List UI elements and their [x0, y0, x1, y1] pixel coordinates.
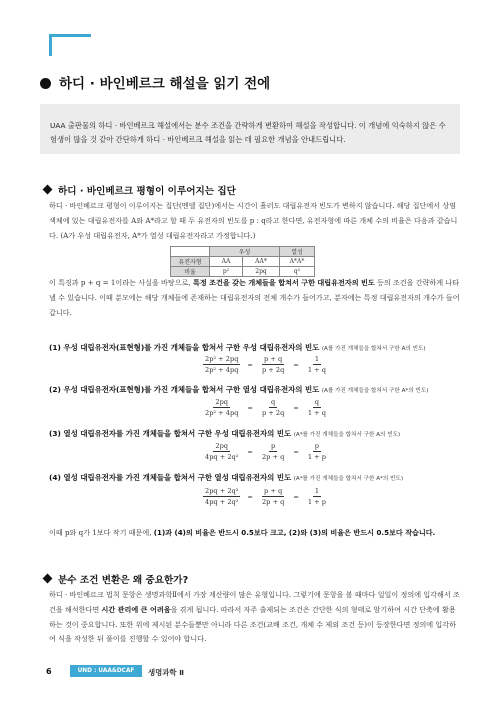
question-1-label: (1) 우성 대립유전자(표현형)를 가진 개체들을 합쳐서 구한 우성 대립유전자의 빈도 (A를 가진 개체들을 합쳐서 구한 A의 빈도): [49, 343, 426, 352]
table-cell-ratio: p²: [210, 267, 243, 277]
table-row-label-genotype: 유전자형: [171, 257, 210, 267]
table-corner-cell: [171, 247, 210, 257]
table-header-dominant: 우성: [210, 247, 280, 257]
table-cell-genotype: AA*: [243, 257, 280, 267]
footer-badge: UND : UAA&DCAF: [70, 665, 142, 677]
section-heading-2: 분수 조건 변환은 왜 중요한가?: [40, 572, 188, 586]
table-row-label-ratio: 비율: [171, 267, 210, 277]
page-number: 6: [46, 667, 52, 676]
question-2-label: (2) 우성 대립유전자(표현형)를 가진 개체들을 합쳐서 구한 열성 대립유전자의 빈도 (A를 가진 개체들을 합쳐서 구한 A*의 빈도): [49, 385, 429, 394]
genotype-ratio-table: [170, 246, 315, 277]
question-3-equation: $\frac{2pq}{\text{4pq + 2q²}}$ = $\frac{p}{2p + q}$ = $\frac{p}{1 + p}$: [205, 442, 326, 461]
section1-paragraph-2: 이 특징과 p + q = 1이라는 사실을 바탕으로, 특정 조건을 갖는 개체들을 합쳐서 구한 대립유전자의 빈도 등의 조건을 간략하게 나타낼 수 있습니다. 이때 분모에는 해당 개체들에 존재하는 대립유전자의 전체 개수가 들어가고, 분자에는 특정 대립유전자의 개수가 들어갑니다.: [49, 278, 460, 317]
question-3-label: (3) 열성 대립유전자를 가진 개체들을 합쳐서 구한 우성 대립유전자의 빈도 (A*를 가진 개체들을 합쳐서 구한 A의 빈도): [49, 429, 401, 438]
table-cell-ratio: q²: [280, 267, 315, 277]
table-cell-ratio: 2pq: [243, 267, 280, 277]
diamond-bullet-icon: [43, 185, 53, 195]
bullet-dot-icon: [40, 78, 51, 89]
intro-text: UAA 출판물의 하디 · 바인베르크 해설에서는 분수 조건을 간략하게 변환하여 해설을 작성합니다. 이 개념에 익숙하지 않은 수험생이 많을 것 같아 간단하게 하디 · 바인베르크 해설을 읽는 데 필요한 개념을 안내드립니다.: [50, 121, 446, 144]
diamond-bullet-icon: [43, 574, 53, 584]
conclusion-text: 이때 p와 q가 1보다 작기 때문에, (1)과 (4)의 비율은 반드시 0.5보다 크고, (2)와 (3)의 비율은 반드시 0.5보다 작습니다.: [49, 528, 436, 537]
page-title: 하디 · 바인베르크 해설을 읽기 전에: [40, 72, 270, 92]
table-header-recessive: 열성: [280, 247, 315, 257]
table-cell-genotype: AA: [210, 257, 243, 267]
question-2-equation: $\frac{2pq}{\text{2p² + 4pq}}$ = $\frac{q}{p + 2q}$ = $\frac{q}{1 + q}$: [205, 398, 326, 417]
section2-paragraph: 하디 · 바인베르크 법칙 문항은 생명과학Ⅱ에서 가장 계산량이 많은 유형입니다. 그렇기에 문항을 볼 때마다 일일이 정의에 입각해서 조건을 해석한다면 시간 관리에 큰 어려움을 겪게 됩니다. 따라서 자주 출제되는 조건은 간단한 식의 형태로 암기하여 시간 단축에 활용하는 것이 중요합니다. 또한 위에 제시된 분수들뿐만 아니라 다른 조건(교배 조건, 개체 수 제외 조건 등)이 등장한다면 정의에 입각하여 식을 작성한 뒤 풀이를 진행할 수 있어야 합니다.: [49, 590, 460, 644]
section-heading-1: 하디 · 바인베르크 평형이 이루어지는 집단: [40, 183, 236, 197]
table-cell-genotype: A*A*: [280, 257, 315, 267]
question-4-label: (4) 열성 대립유전자를 가진 개체들을 합쳐서 구한 열성 대립유전자의 빈도 (A*를 가진 개체들을 합쳐서 구한 A*의 빈도): [49, 473, 404, 482]
section1-paragraph-1: 하디 · 바인베르크 평형이 이루어지는 집단(멘델 집단)에서는 시간이 흘러도 대립유전자 빈도가 변하지 않습니다. 해당 집단에서 상염색체에 있는 대립유전자를 A와 A*라고 할 때 두 유전자의 빈도를 p : q라고 한다면, 유전자형에 따른 개체 수의 비율은 다음과 같습니다. (A가 우성 대립유전자, A*가 열성 대립유전자라고 가정합니다.): [49, 201, 458, 240]
footer-subject: 생명과학 Ⅱ: [148, 668, 184, 677]
question-1-equation: $\frac{\text{2p² + 2pq}}{\text{2p² + 4pq}}$ = $\frac{p + q}{p + 2q}$ = $\frac{1}{1 + q}$: [205, 355, 326, 374]
corner-accent-horizontal: [49, 34, 91, 37]
question-4-equation: $\frac{\text{2pq + 2q²}}{\text{4pq + 2q²}}$ = $\frac{p + q}{2p + q}$ = $\frac{1}{1 + p}$: [205, 487, 326, 506]
corner-accent-vertical: [49, 34, 52, 56]
